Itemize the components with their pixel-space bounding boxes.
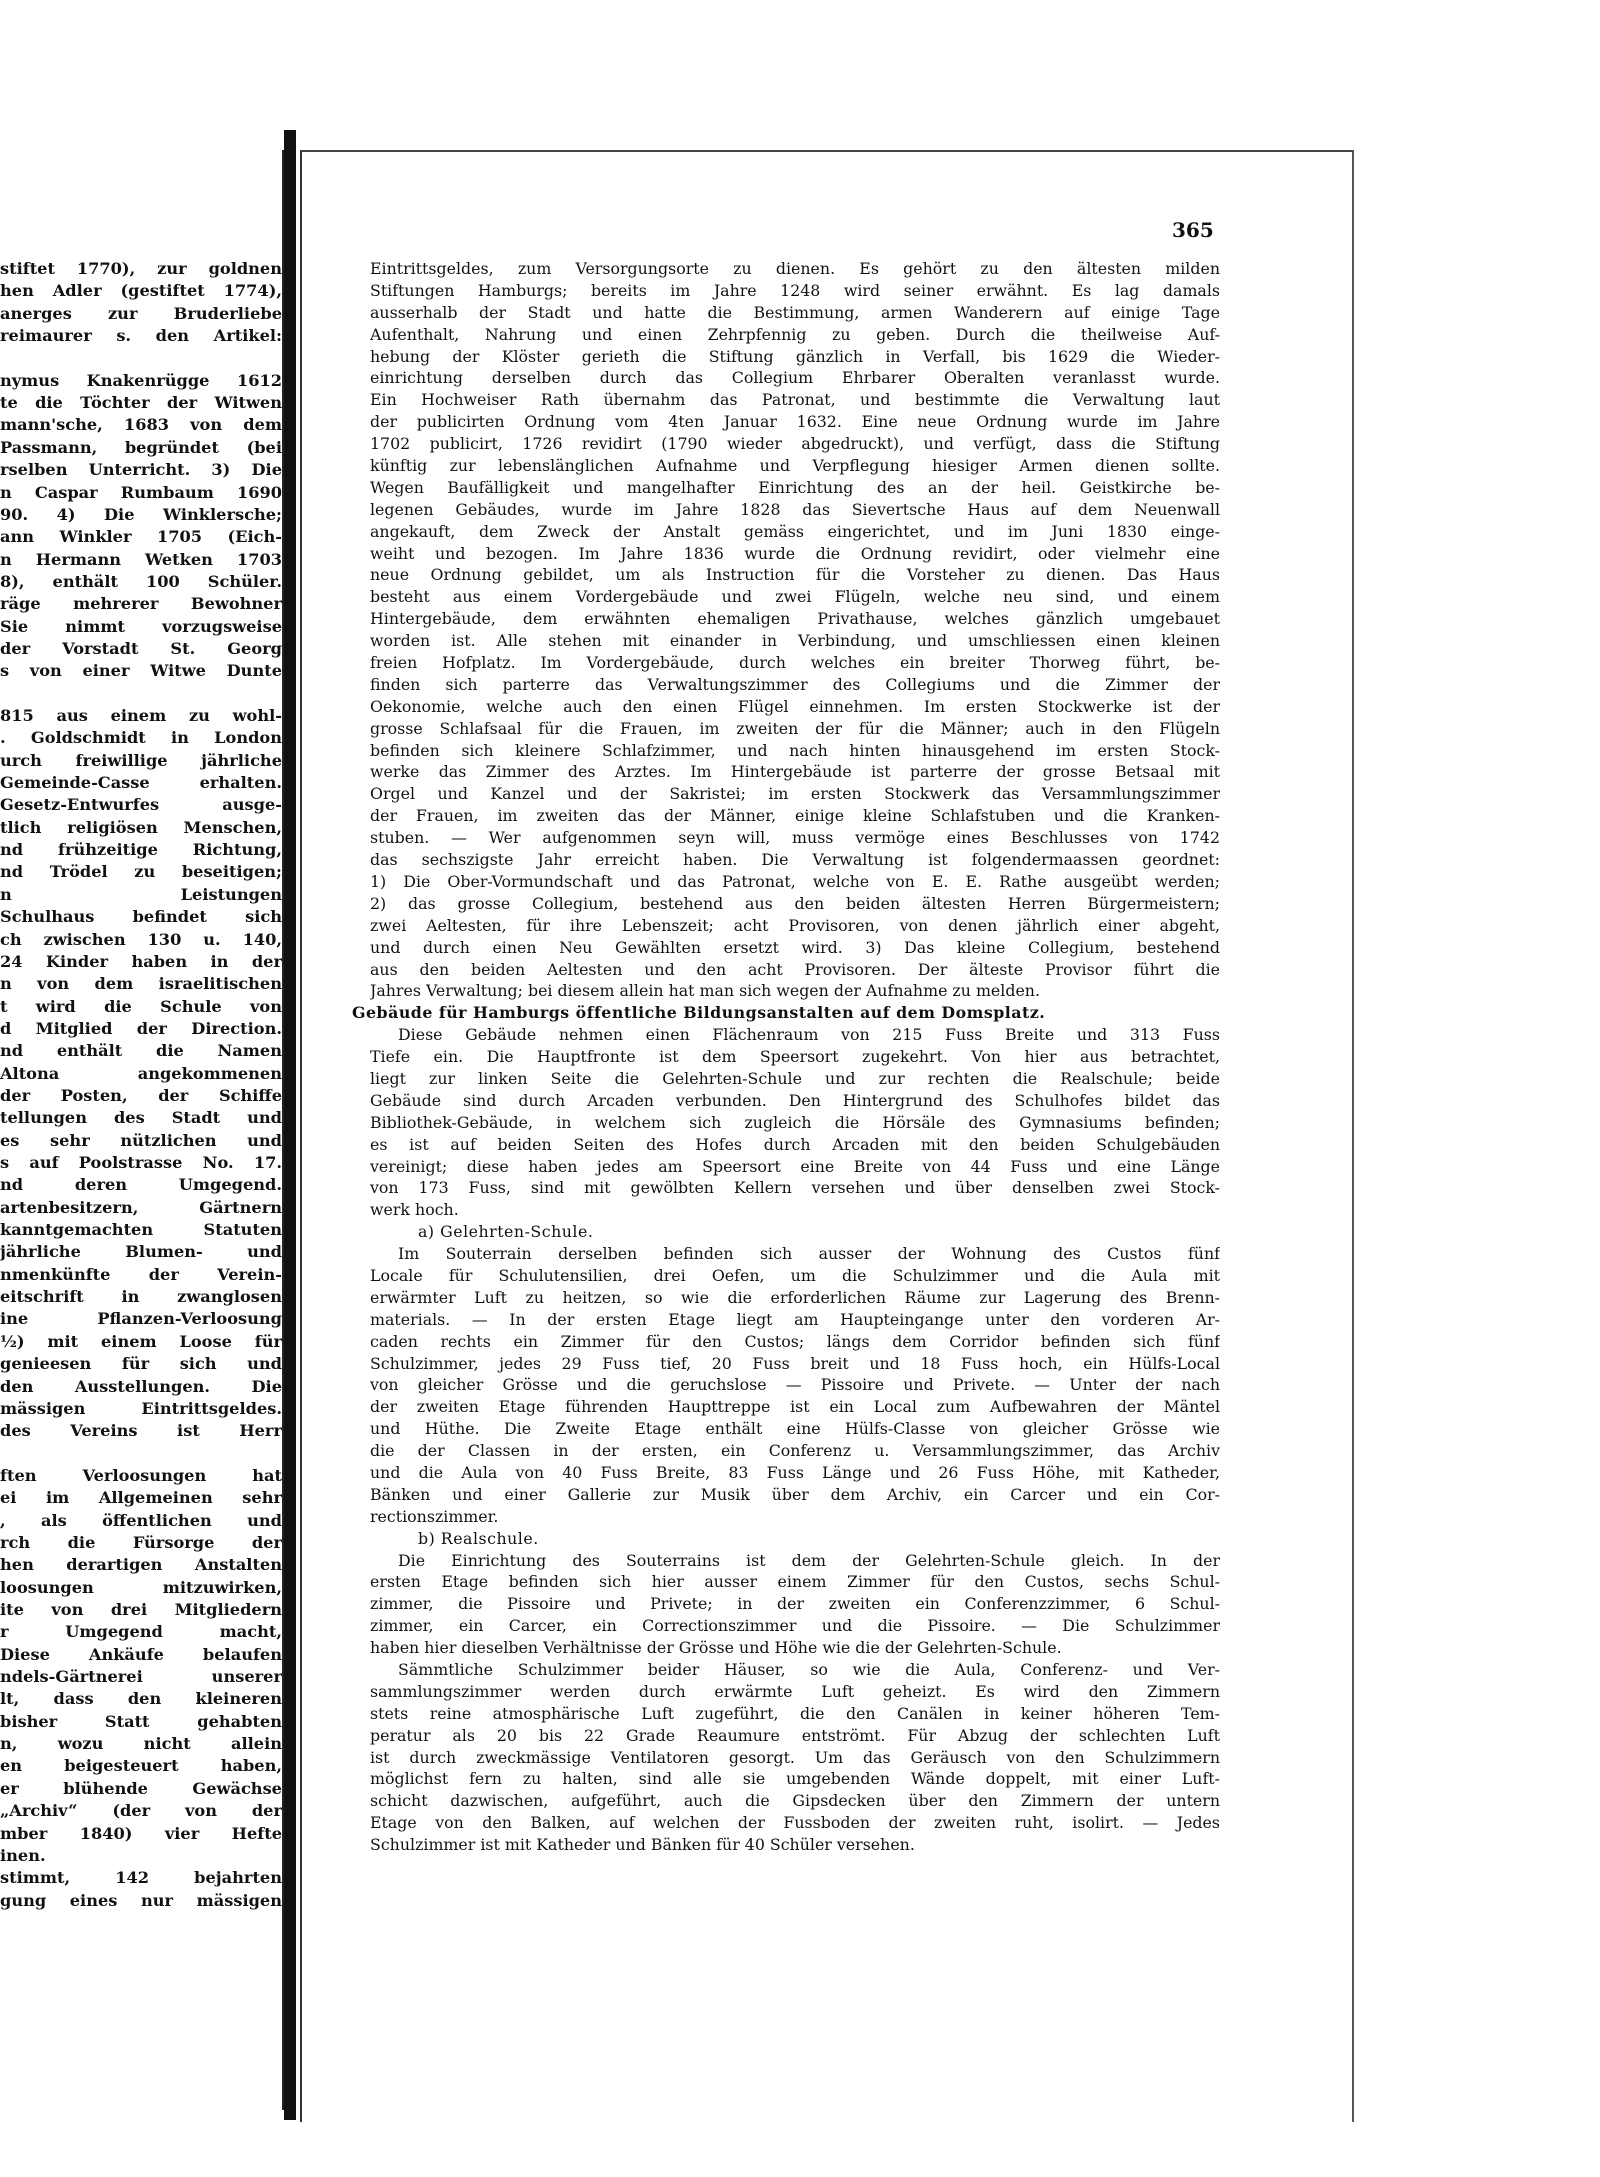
section-heading: Gebäude für Hamburgs öffentliche Bildungsanstalten auf dem Domsplatz.	[352, 1003, 1046, 1023]
text-line: Hintergebäude, dem erwähnten ehemaligen Privathause, welches gänzlich umgebauet	[370, 609, 1220, 629]
text-line: die der Classen in der ersten, ein Conferenz u. Versammlungszimmer, das Archiv	[370, 1441, 1220, 1461]
text-line: 1702 publicirt, 1726 revidirt (1790 wieder abgedruckt), und verfügt, dass die Stiftung	[370, 434, 1220, 454]
text-line: Etage von den Balken, auf welchen der Fussboden der zweiten ruht, isolirt. — Jedes	[370, 1813, 1220, 1833]
left-text-line: mann'sche, 1683 von dem	[0, 415, 282, 435]
left-text-line: eitschrift in zwanglosen	[0, 1287, 282, 1307]
text-line: Die Einrichtung des Souterrains ist dem der Gelehrten-Schule gleich. In der	[398, 1550, 1220, 1570]
text-line: der publicirten Ordnung vom 4ten Januar 1632. Eine neue Ordnung wurde im Jahre	[370, 412, 1220, 432]
left-text-line: nmenkünfte der Verein-	[0, 1264, 282, 1284]
text-line: zimmer, ein Carcer, ein Correctionszimmer und die Pissoire. — Die Schulzimmer	[370, 1616, 1220, 1636]
text-line: werke das Zimmer des Arztes. Im Hintergebäude ist parterre der grosse Betsaal mit	[370, 762, 1220, 782]
left-text-line: tlich religiösen Menschen,	[0, 817, 282, 837]
left-text-line: es sehr nützlichen und	[0, 1130, 282, 1150]
text-line: sammlungszimmer werden durch erwärmte Luft geheizt. Es wird den Zimmern	[370, 1681, 1220, 1701]
text-line: ist durch zweckmässige Ventilatoren gesorgt. Um das Geräusch von den Schulzimmern	[370, 1747, 1220, 1767]
text-line: Schulzimmer, jedes 29 Fuss tief, 20 Fuss breit und 18 Fuss hoch, ein Hülfs-Local	[370, 1353, 1220, 1373]
left-text-line: 24 Kinder haben in der	[0, 951, 282, 971]
left-text-line: ine Pflanzen-Verloosung	[0, 1309, 282, 1329]
left-text-line: n, wozu nicht allein	[0, 1734, 282, 1754]
text-line: zimmer, die Pissoire und Privete; in der zweiten ein Conferenzzimmer, 6 Schul-	[370, 1594, 1220, 1614]
left-text-line: der Vorstadt St. Georg	[0, 638, 282, 658]
left-text-line: nd frühzeitige Richtung,	[0, 840, 282, 860]
left-text-line: hen Adler (gestiftet 1774),	[0, 281, 282, 301]
text-line: der Frauen, im zweiten das der Männer, einige kleine Schlafstuben und die Kranken-	[370, 806, 1220, 826]
text-line: hebung der Klöster gerieth die Stiftung gänzlich in Verfall, bis 1629 die Wieder-	[370, 346, 1220, 366]
text-line: erwärmter Luft zu heitzen, so wie die erforderlichen Räume zur Lagerung des Brenn-	[370, 1287, 1220, 1307]
paragraph-realschule	[370, 1550, 1220, 1659]
left-text-line: 815 aus einem zu wohl-	[0, 706, 282, 725]
left-text-line: ei im Allgemeinen sehr	[0, 1488, 282, 1508]
text-line: weiht und bezogen. Im Jahre 1836 wurde die Ordnung revidirt, oder vielmehr eine	[370, 543, 1220, 563]
left-text-line: hen derartigen Anstalten	[0, 1555, 282, 1575]
text-line: das sechszigste Jahr erreicht haben. Die Verwaltung ist folgendermaassen geordnet:	[370, 850, 1220, 870]
text-line: besteht aus einem Vordergebäude und zwei Flügeln, welche neu sind, und einem	[370, 587, 1220, 607]
left-text-line: tellungen des Stadt und	[0, 1108, 282, 1128]
left-text-line: rch die Fürsorge der	[0, 1532, 282, 1552]
left-text-line: 8), enthält 100 Schüler.	[0, 571, 282, 591]
left-text-line: Gemeinde-Casse erhalten.	[0, 773, 282, 793]
left-text-line: t wird die Schule von	[0, 996, 282, 1016]
left-text-line: r Umgegend macht,	[0, 1622, 282, 1642]
text-line: Bänken und einer Gallerie zur Musik über dem Archiv, ein Carcer und ein Cor-	[370, 1484, 1220, 1504]
left-text-line: ite von drei Mitgliedern	[0, 1600, 282, 1619]
left-text-line: Passmann, begründet (bei	[0, 437, 282, 457]
left-text-line: en beigesteuert haben,	[0, 1756, 282, 1776]
text-line: finden sich parterre das Verwaltungszimmer des Collegiums und die Zimmer der	[370, 674, 1220, 694]
left-text-line: s auf Poolstrasse No. 17.	[0, 1153, 282, 1172]
left-text-line: nd Trödel zu beseitigen;	[0, 862, 282, 882]
paragraph-gelehrten-schule	[370, 1243, 1220, 1528]
left-text-line: , als öffentlichen und	[0, 1510, 282, 1530]
text-line: Gebäude sind durch Arcaden verbunden. Den Hintergrund des Schulhofes bildet das	[370, 1090, 1220, 1110]
left-text-line: stimmt, 142 bejahrten	[0, 1868, 282, 1888]
left-text-line: loosungen mitzuwirken,	[0, 1577, 282, 1597]
text-line: materials. — In der ersten Etage liegt am Haupteingange unter den vorderen Ar-	[370, 1309, 1220, 1329]
left-text-line: 90. 4) Die Winklersche;	[0, 504, 282, 524]
left-text-line: d Mitglied der Direction.	[0, 1018, 282, 1038]
text-line: Stiftungen Hamburgs; bereits im Jahre 1248 wird seiner erwähnt. Es lag damals	[370, 280, 1220, 300]
text-line: ausserhalb der Stadt und hatte die Bestimmung, armen Wanderern auf einige Tage	[370, 302, 1220, 322]
text-line: vereinigt; diese haben jedes am Speersort eine Breite von 44 Fuss und eine Länge	[370, 1156, 1220, 1176]
text-line: Locale für Schulutensilien, drei Oefen, um die Schulzimmer und die Aula mit	[370, 1265, 1220, 1285]
left-text-line: Diese Ankäufe belaufen	[0, 1644, 282, 1664]
left-text-line: Schulhaus befindet sich	[0, 907, 282, 927]
text-line: angekauft, dem Zweck der Anstalt gemäss eingerichtet, und im Juni 1830 einge-	[370, 521, 1220, 541]
text-line: Schulzimmer ist mit Katheder und Bänken für 40 Schüler versehen.	[370, 1835, 915, 1855]
left-text-line: Gesetz-Entwurfes ausge-	[0, 795, 282, 815]
left-text-line: nd deren Umgegend.	[0, 1175, 282, 1195]
text-line: der zweiten Etage führenden Haupttreppe ist ein Local zum Aufbewahren der Mäntel	[370, 1397, 1220, 1417]
text-line: zwei Aeltesten, für ihre Lebenszeit; acht Provisoren, von denen jährlich einer abgeht,	[370, 915, 1220, 935]
paragraph-stiftung	[370, 258, 1220, 1002]
left-text-line: n von dem israelitischen	[0, 974, 282, 994]
text-line: aus den beiden Aeltesten und den acht Provisoren. Der älteste Provisor führt die	[370, 959, 1220, 979]
left-text-line: reimaurer s. den Artikel:	[0, 326, 282, 346]
left-text-line: ften Verloosungen hat	[0, 1465, 282, 1485]
left-text-line: lt, dass den kleineren	[0, 1689, 282, 1709]
text-line: Im Souterrain derselben befinden sich ausser der Wohnung des Custos fünf	[398, 1244, 1220, 1264]
text-line: Tiefe ein. Die Hauptfronte ist dem Speersort zugekehrt. Von hier aus betrachtet,	[370, 1047, 1220, 1067]
text-line: neue Ordnung gebildet, um als Instruction für die Vorsteher zu dienen. Das Haus	[370, 565, 1220, 585]
paragraph-gebaeude	[370, 1024, 1220, 1221]
text-line: Eintrittsgeldes, zum Versorgungsorte zu dienen. Es gehört zu den ältesten milden	[370, 259, 1220, 278]
text-line: Orgel und Kanzel und der Sakristei; im ersten Stockwerk das Versammlungszimmer	[370, 784, 1220, 804]
left-text-line: stiftet 1770), zur goldnen	[0, 259, 282, 278]
text-line: liegt zur linken Seite die Gelehrten-Schule und zur rechten die Realschule; beide	[370, 1068, 1220, 1088]
left-text-line: mber 1840) vier Hefte	[0, 1823, 282, 1843]
text-line: haben hier dieselben Verhältnisse der Grösse und Höhe wie die der Gelehrten-Schule.	[370, 1638, 1062, 1658]
left-text-line: der Posten, der Schiffe	[0, 1085, 282, 1105]
subheading-realschule: b) Realschule.	[418, 1528, 539, 1548]
book-gutter	[284, 130, 296, 2120]
left-text-line: ndels-Gärtnerei unserer	[0, 1667, 282, 1687]
left-text-line: artenbesitzern, Gärtnern	[0, 1197, 282, 1217]
right-page-text	[352, 258, 1220, 1856]
subheading-gelehrten-schule: a) Gelehrten-Schule.	[418, 1222, 594, 1242]
text-line: peratur als 20 bis 22 Grade Reaumure entströmt. Für Abzug der schlechten Luft	[370, 1725, 1220, 1745]
text-line: Diese Gebäude nehmen einen Flächenraum von 215 Fuss Breite und 313 Fuss	[398, 1025, 1220, 1045]
text-line: und durch einen Neu Gewählten ersetzt wird. 3) Das kleine Collegium, bestehend	[370, 937, 1220, 957]
text-line: es ist auf beiden Seiten des Hofes durch Arcaden mit den beiden Schulgebäuden	[370, 1134, 1220, 1154]
left-text-line: inen.	[0, 1845, 46, 1865]
left-text-line: ann Winkler 1705 (Eich-	[0, 527, 282, 547]
left-text-line: Altona angekommenen	[0, 1063, 282, 1083]
text-line: Oekonomie, welche auch den einen Flügel einnehmen. Im ersten Stockwerke ist der	[370, 696, 1220, 716]
text-line: stuben. — Wer aufgenommen seyn will, muss vermöge eines Beschlusses von 1742	[370, 828, 1220, 848]
text-line: werk hoch.	[370, 1200, 459, 1220]
left-page-fragment	[0, 150, 284, 2110]
text-line: ersten Etage befinden sich hier ausser einem Zimmer für den Custos, sechs Schul-	[370, 1572, 1220, 1592]
left-text-line: n Hermann Wetken 1703	[0, 549, 282, 569]
left-text-line: mässigen Eintrittsgeldes.	[0, 1398, 282, 1418]
text-line: 1) Die Ober-Vormundschaft und das Patronat, welche von E. E. Rathe ausgeübt werden;	[370, 871, 1220, 891]
text-line: schicht dazwischen, aufgeführt, auch die Gipsdecken über den Zimmern der untern	[370, 1791, 1220, 1811]
text-line: caden rechts ein Zimmer für den Custos; längs dem Corridor befinden sich fünf	[370, 1331, 1220, 1351]
text-line: von 173 Fuss, sind mit gewölbten Kellern versehen und über denselben zwei Stock-	[370, 1178, 1220, 1198]
text-line: Jahres Verwaltung; bei diesem allein hat man sich wegen der Aufnahme zu melden.	[370, 981, 1040, 1001]
left-text-line: gung eines nur mässigen	[0, 1890, 282, 1910]
left-text-line: genieesen für sich und	[0, 1354, 282, 1374]
left-text-line: rselben Unterricht. 3) Die	[0, 460, 282, 480]
left-text-line: nd enthält die Namen	[0, 1041, 282, 1061]
text-line: einrichtung derselben durch das Collegium Ehrbarer Oberalten veranlasst wurde.	[370, 368, 1220, 388]
text-line: rectionszimmer.	[370, 1506, 499, 1526]
left-text-line: nymus Knakenrügge 1612	[0, 370, 282, 390]
left-text-line: s von einer Witwe Dunte	[0, 661, 282, 681]
left-text-line: urch freiwillige jährliche	[0, 750, 282, 770]
text-line: von gleicher Grösse und die geruchslose — Pissoire und Privete. — Unter der nach	[370, 1375, 1220, 1395]
page-number: 365	[1172, 218, 1214, 242]
text-line: befinden sich kleinere Schlafzimmer, und nach hinten hinausgehend im ersten Stock-	[370, 740, 1220, 760]
text-line: Wegen Baufälligkeit und mangelhafter Einrichtung des an der heil. Geistkirche be-	[370, 477, 1220, 497]
left-text-line: des Vereins ist Herr	[0, 1421, 282, 1441]
left-text-line: anerges zur Bruderliebe	[0, 303, 282, 323]
text-line: stets reine atmosphärische Luft zugeführt, die den Canälen in keiner höheren Tem-	[370, 1703, 1220, 1723]
text-line: 2) das grosse Collegium, bestehend aus den beiden ältesten Herren Bürgermeistern;	[370, 893, 1220, 913]
text-line: möglichst fern zu halten, sind alle sie umgebenden Wände doppelt, mit einer Luft-	[370, 1769, 1220, 1789]
paragraph-heizung	[370, 1659, 1220, 1856]
left-text-line: ½) mit einem Loose für	[0, 1331, 282, 1351]
text-line: legenen Gebäudes, wurde im Jahre 1828 das Sievertsche Haus auf dem Neuenwall	[370, 499, 1220, 519]
text-line: und die Aula von 40 Fuss Breite, 83 Fuss Länge und 26 Fuss Höhe, mit Katheder,	[370, 1462, 1220, 1482]
left-text-line: n Leistungen	[0, 884, 282, 904]
text-line: künftig zur lebenslänglichen Aufnahme und Verpflegung hiesiger Armen dienen sollte.	[370, 456, 1220, 476]
text-line: und Hüthe. Die Zweite Etage enthält eine Hülfs-Classe von gleicher Grösse wie	[370, 1419, 1220, 1439]
left-text-line: . Goldschmidt in London	[0, 728, 282, 748]
text-line: Sämmtliche Schulzimmer beider Häuser, so wie die Aula, Conferenz- und Ver-	[398, 1660, 1220, 1679]
left-text-line: bisher Statt gehabten	[0, 1711, 282, 1731]
text-line: Aufenthalt, Nahrung und einen Zehrpfennig zu geben. Durch die theilweise Auf-	[370, 324, 1220, 344]
text-line: freien Hofplatz. Im Vordergebäude, durch welches ein breiter Thorweg führt, be-	[370, 653, 1220, 673]
left-text-line: „Archiv“ (der von der	[0, 1801, 282, 1821]
left-text-line: Sie nimmt vorzugsweise	[0, 616, 282, 636]
left-text-line: er blühende Gewächse	[0, 1778, 282, 1798]
left-text-line: ch zwischen 130 u. 140,	[0, 929, 282, 949]
left-text-line: kanntgemachten Statuten	[0, 1220, 282, 1240]
text-line: grosse Schlafsaal für die Frauen, im zweiten der für die Männer; auch in den Flügeln	[370, 718, 1220, 738]
left-text-line: n Caspar Rumbaum 1690	[0, 482, 282, 502]
text-line: worden ist. Alle stehen mit einander in Verbindung, und umschliessen einen kleinen	[370, 631, 1220, 651]
text-line: Ein Hochweiser Rath übernahm das Patronat, und bestimmte die Verwaltung laut	[370, 390, 1220, 410]
left-text-line: den Ausstellungen. Die	[0, 1376, 282, 1396]
text-line: Bibliothek-Gebäude, in welchem sich zugleich die Hörsäle des Gymnasiums befinden;	[370, 1112, 1220, 1132]
left-text-line: räge mehrerer Bewohner	[0, 594, 282, 614]
left-text-line: te die Töchter der Witwen	[0, 393, 282, 413]
left-text-line: jährliche Blumen- und	[0, 1242, 282, 1262]
